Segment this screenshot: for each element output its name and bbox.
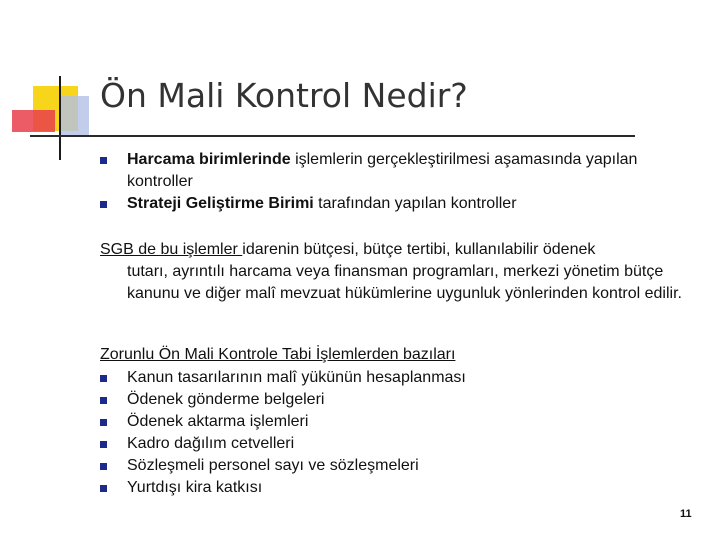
list-item xyxy=(100,389,660,411)
square-bullet-icon xyxy=(100,397,107,404)
list-item xyxy=(100,477,660,499)
mandatory-control-list xyxy=(100,367,660,499)
paragraph-first-line-text: idarenin bütçesi, bütçe tertibi, kullanılabilir ödenek xyxy=(242,241,596,258)
list-item xyxy=(100,367,660,389)
bullet-bold-text: Harcama birimlerinde xyxy=(127,151,291,168)
definition-bullet-list xyxy=(100,149,660,215)
list-item xyxy=(100,149,660,193)
square-bullet-icon xyxy=(100,375,107,382)
list-item-text: Ödenek gönderme belgeleri xyxy=(127,391,325,408)
list-item-text: Yurtdışı kira katkısı xyxy=(127,479,263,496)
square-bullet-icon xyxy=(100,441,107,448)
title-underline-rule xyxy=(30,135,635,137)
decor-vertical-line xyxy=(59,76,61,160)
decor-blue-square xyxy=(59,96,89,136)
sgb-paragraph xyxy=(100,239,700,305)
list-item xyxy=(100,433,660,455)
list-item xyxy=(100,193,660,215)
slide-title: Ön Mali Kontrol Nedir? xyxy=(100,76,468,115)
list-item-text: Kanun tasarılarının malî yükünün hesaplanması xyxy=(127,369,466,386)
decor-red-square xyxy=(12,110,55,132)
list-item xyxy=(100,411,660,433)
list-item-text: Sözleşmeli personel sayı ve sözleşmeleri xyxy=(127,457,419,474)
square-bullet-icon xyxy=(100,419,107,426)
square-bullet-icon xyxy=(100,201,107,208)
list-item-text: Ödenek aktarma işlemleri xyxy=(127,413,309,430)
bullet-bold-text: Strateji Geliştirme Birimi xyxy=(127,195,314,212)
paragraph-underlined-text: SGB de bu işlemler xyxy=(100,241,243,258)
paragraph-text: tutarı, ayrıntılı harcama veya finansman programları, merkezi yönetim bütçe kanunu ve diğer malî mevzuat hükümlerine uygunluk yönlerinden kontrol edilir. xyxy=(127,263,682,302)
list-item xyxy=(100,455,660,477)
square-bullet-icon xyxy=(100,485,107,492)
page-number: 11 xyxy=(680,508,692,520)
square-bullet-icon xyxy=(100,157,107,164)
bullet-text: tarafından yapılan kontroller xyxy=(313,195,517,212)
list-item-text: Kadro dağılım cetvelleri xyxy=(127,435,295,452)
bullet-text: işlemlerin gerçekleştirilmesi aşamasında yapılan kontroller xyxy=(127,151,638,190)
square-bullet-icon xyxy=(100,463,107,470)
list-heading: Zorunlu Ön Mali Kontrole Tabi İşlemlerden bazıları xyxy=(100,346,456,363)
